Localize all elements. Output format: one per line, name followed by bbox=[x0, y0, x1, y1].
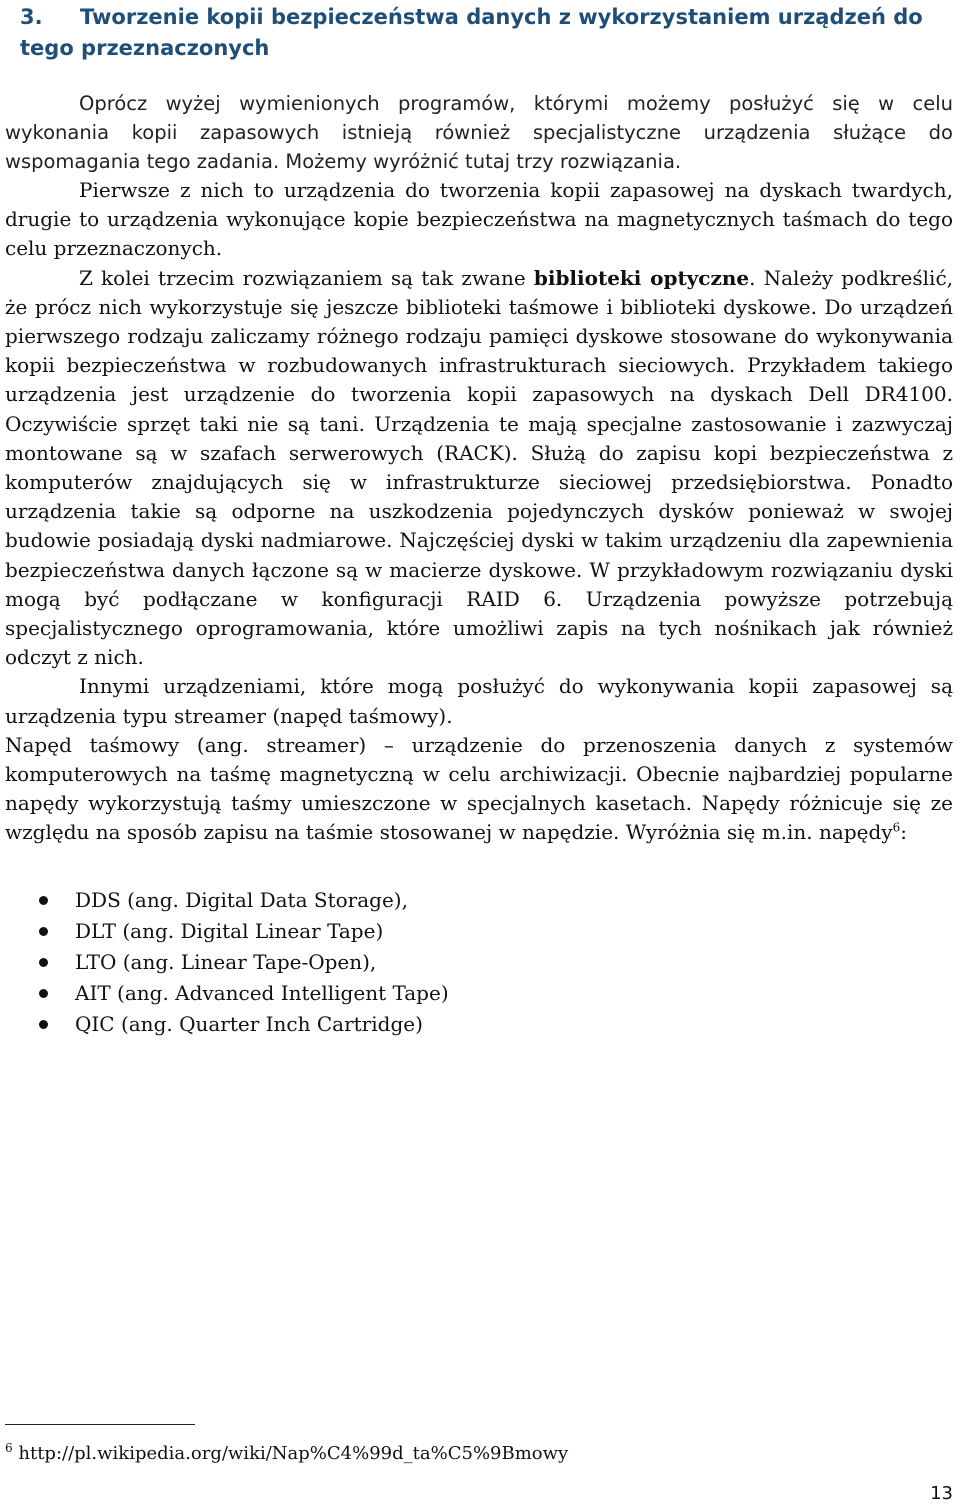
paragraph-4 bbox=[5, 731, 953, 848]
bold-term-biblioteki-optyczne: biblioteki optyczne bbox=[533, 265, 750, 290]
list-item-text: DDS (ang. Digital Data Storage), bbox=[75, 888, 408, 912]
bullet-icon bbox=[39, 927, 48, 936]
bullet-icon bbox=[39, 896, 48, 905]
page-number: 13 bbox=[930, 1483, 953, 1504]
list-item-text: LTO (ang. Linear Tape-Open), bbox=[75, 950, 377, 974]
paragraph-2 bbox=[5, 264, 953, 673]
bullet-icon bbox=[39, 1020, 48, 1029]
list-item bbox=[39, 1009, 739, 1040]
list-item bbox=[39, 916, 739, 947]
paragraph-3: Innymi urządzeniami, które mogą posłużyć do wykonywania kopii zapasowej są urządzenia typu streamer (napęd taśmowy). bbox=[5, 674, 953, 728]
paragraph-2-start: Z kolei trzecim rozwiązaniem są tak zwane bbox=[79, 265, 534, 290]
bullet-icon bbox=[39, 989, 48, 998]
paragraph-1: Pierwsze z nich to urządzenia do tworzenia kopii zapasowej na dyskach twardych, drugie to urządzenia wykonujące kopie bezpieczeństwa na magnetycznych taśmach do tego celu przeznaczonych. bbox=[5, 178, 953, 261]
section-heading bbox=[20, 2, 950, 64]
footnote-url: http://pl.wikipedia.org/wiki/Nap%C4%99d_ta%C5%9Bmowy bbox=[12, 1443, 569, 1464]
intro-paragraph: Oprócz wyżej wymienionych programów, którymi możemy posłużyć się w celu wykonania kopii zapasowych istnieją również specjalistyczne urządzenia służące do wspomagania tego zadania. Możemy wyróżnić tutaj trzy rozwiązania. bbox=[5, 92, 953, 174]
footnote-reference: 6 bbox=[892, 820, 901, 835]
paragraph-2-rest: . Należy podkreślić, że prócz nich wykorzystuje się jeszcze biblioteki taśmowe i biblioteki dyskowe. Do urządzeń pierwszego rodzaju zaliczamy różnego rodzaju pamięci dyskowe stosowane do wykonywania kopii bezpieczeństwa w rozbudowanych infrastrukturach sieciowych. Przykładem takiego urządzenia jest urządzenie do tworzenia kopii zapasowych na dyskach Dell DR4100. Oczywiście sprzęt taki nie są tani. Urządzenia te mają specjalne zastosowanie i zazwyczaj montowane są w szafach serwerowych (RACK). Służą do zapisu kopi bezpieczeństwa z komputerów znajdujących się w infrastrukturze sieciowej przedsiębiorstwa. Ponadto urządzenia takie są odporne na uszkodzenia pojedynczych dysków ponieważ w swojej budowie posiadają dyski nadmiarowe. Najczęściej dyski w takim urządzeniu dla zapewnienia bezpieczeństwa danych łączone są w macierze dyskowe. W przykładowym rozwiązaniu dyski mogą być podłączane w konfiguracji RAID 6. Urządzenia powyższe potrzebują specjalistycznego oprogramowania, które umożliwi zapis na tych nośnikach jak również odczyt z nich. bbox=[5, 265, 954, 670]
paragraph-4-text: Napęd taśmowy (ang. streamer) – urządzenie do przenoszenia danych z systemów komputerowych na taśmę magnetyczną w celu archiwizacji. Obecnie najbardziej popularne napędy wykorzystują taśmy umieszczone w specjalnych kasetach. Napędy różnicuje się ze względu na sposób zapisu na taśmie stosowanej w napędzie. Wyróżnia się m.in. napędy bbox=[5, 732, 953, 845]
list-item-text: QIC (ang. Quarter Inch Cartridge) bbox=[75, 1012, 423, 1036]
list-item bbox=[39, 978, 739, 1009]
tape-drive-list bbox=[39, 885, 739, 1040]
footnote-divider bbox=[5, 1424, 195, 1425]
list-item bbox=[39, 947, 739, 978]
body-text bbox=[5, 176, 953, 848]
list-item-text: AIT (ang. Advanced Intelligent Tape) bbox=[75, 981, 449, 1005]
section-title: Tworzenie kopii bezpieczeństwa danych z wykorzystaniem urządzeń do tego przeznaczonych bbox=[20, 5, 923, 60]
bullet-icon bbox=[39, 958, 48, 967]
list-item-text: DLT (ang. Digital Linear Tape) bbox=[75, 919, 384, 943]
footnote-number: 6 bbox=[5, 1441, 13, 1455]
footnote bbox=[5, 1440, 905, 1468]
section-number: 3. bbox=[20, 5, 43, 29]
paragraph-4-colon: : bbox=[900, 820, 907, 845]
list-item bbox=[39, 885, 739, 916]
